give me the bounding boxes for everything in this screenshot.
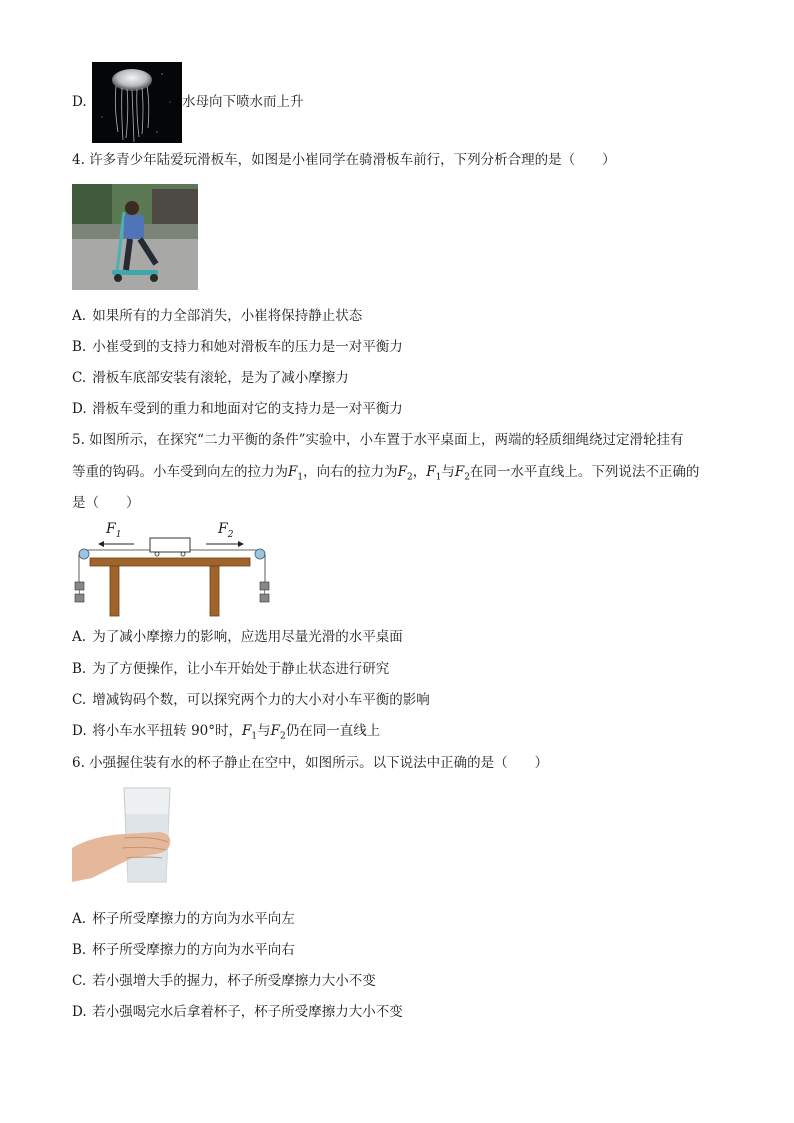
q5-option-a bbox=[72, 628, 403, 646]
option-text: 仍在同一直线上 bbox=[285, 723, 381, 739]
option-key: D. bbox=[72, 1004, 87, 1020]
option-key: C. bbox=[72, 370, 87, 386]
q4-option-a bbox=[72, 307, 362, 325]
q6-option-a bbox=[72, 910, 295, 928]
option-key: D. bbox=[72, 94, 87, 110]
option-text: 若小强增大手的握力，杯子所受摩擦力大小不变 bbox=[92, 973, 376, 989]
option-text: 将小车水平扭转 90°时， bbox=[92, 723, 243, 739]
option-text: 如果所有的力全部消失，小崔将保持静止状态 bbox=[92, 308, 363, 324]
option-key: B. bbox=[72, 661, 87, 677]
option-text: 若小强喝完水后拿着杯子，杯子所受摩擦力大小不变 bbox=[92, 1004, 403, 1020]
q6-option-c bbox=[72, 972, 376, 990]
q5-stem-line1: 5. 如图所示，在探究“二力平衡的条件”实验中，小车置于水平桌面上，两端的轻质细绳绕过定滑轮挂有 bbox=[72, 432, 684, 448]
option-key: D. bbox=[72, 401, 87, 417]
q6-option-d bbox=[72, 1003, 403, 1021]
option-key: C. bbox=[72, 692, 87, 708]
option-key: A. bbox=[72, 911, 87, 927]
q6-option-b bbox=[72, 941, 295, 959]
q5-option-d: D. 将小车水平扭转 90°时，$F_1$与$F_2$仍在同一直线上 bbox=[72, 723, 381, 742]
force-symbol: F bbox=[397, 464, 407, 480]
force-label-f2: $F_2$ bbox=[218, 521, 234, 540]
q4-stem: 4. 许多青少年陆爱玩滑板车，如图是小崔同学在骑滑板车前行，下列分析合理的是（ ） bbox=[72, 152, 616, 168]
q4-option-d bbox=[72, 400, 403, 418]
glass-in-hand-photo bbox=[72, 786, 178, 886]
q5-option-b bbox=[72, 660, 389, 678]
option-key: B. bbox=[72, 942, 87, 958]
q5-option-c bbox=[72, 691, 430, 709]
jellyfish-photo bbox=[92, 62, 182, 143]
q3-option-d bbox=[72, 93, 87, 111]
option-key: A. bbox=[72, 308, 87, 324]
stem-text: ，向右的拉力为 bbox=[303, 464, 398, 480]
force-symbol: F bbox=[454, 464, 465, 480]
q3-option-d-text: 水母向下喷水而上升 bbox=[182, 94, 304, 110]
option-key: C. bbox=[72, 973, 87, 989]
q6-stem: 6. 小强握住装有水的杯子静止在空中，如图所示。以下说法中正确的是（ ） bbox=[72, 755, 549, 771]
q5-stem-line3: 是（ ） bbox=[72, 495, 140, 511]
option-text: 滑板车底部安装有滚轮，是为了减小摩擦力 bbox=[92, 370, 349, 386]
option-key: B. bbox=[72, 339, 87, 355]
force-symbol: F bbox=[242, 723, 252, 739]
stem-text: 等重的钩码。小车受到向左的拉力为 bbox=[72, 464, 288, 480]
option-text: 滑板车受到的重力和地面对它的支持力是一对平衡力 bbox=[92, 401, 403, 417]
force-symbol: F bbox=[426, 464, 436, 480]
stem-text: 与 bbox=[441, 464, 455, 480]
option-text: 杯子所受摩擦力的方向为水平向右 bbox=[92, 942, 295, 958]
option-text: 杯子所受摩擦力的方向为水平向左 bbox=[92, 911, 295, 927]
stem-text: 在同一水平直线上。下列说法不正确的 bbox=[469, 464, 700, 480]
two-force-apparatus-diagram bbox=[72, 520, 272, 620]
option-key: A. bbox=[72, 629, 87, 645]
option-text: 增减钩码个数，可以探究两个力的大小对小车平衡的影响 bbox=[92, 692, 430, 708]
force-symbol: F bbox=[288, 464, 298, 480]
option-text: 与 bbox=[257, 723, 271, 739]
option-text: 为了方便操作，让小车开始处于静止状态进行研究 bbox=[92, 661, 390, 677]
force-symbol: F bbox=[270, 723, 281, 739]
option-key: D. bbox=[72, 723, 87, 739]
q4-option-b bbox=[72, 338, 403, 356]
q4-option-c bbox=[72, 369, 349, 387]
force-label-f1: $F_1$ bbox=[106, 521, 122, 540]
q5-stem-line2: 等重的钩码。小车受到向左的拉力为$F_1$，向右的拉力为$F_2$，$F_1$与$F_2$在同一水平直线上。下列说法不正确的 bbox=[72, 464, 700, 483]
scooter-photo bbox=[72, 184, 198, 290]
option-text: 为了减小摩擦力的影响，应选用尽量光滑的水平桌面 bbox=[92, 629, 403, 645]
option-text: 小崔受到的支持力和她对滑板车的压力是一对平衡力 bbox=[92, 339, 403, 355]
